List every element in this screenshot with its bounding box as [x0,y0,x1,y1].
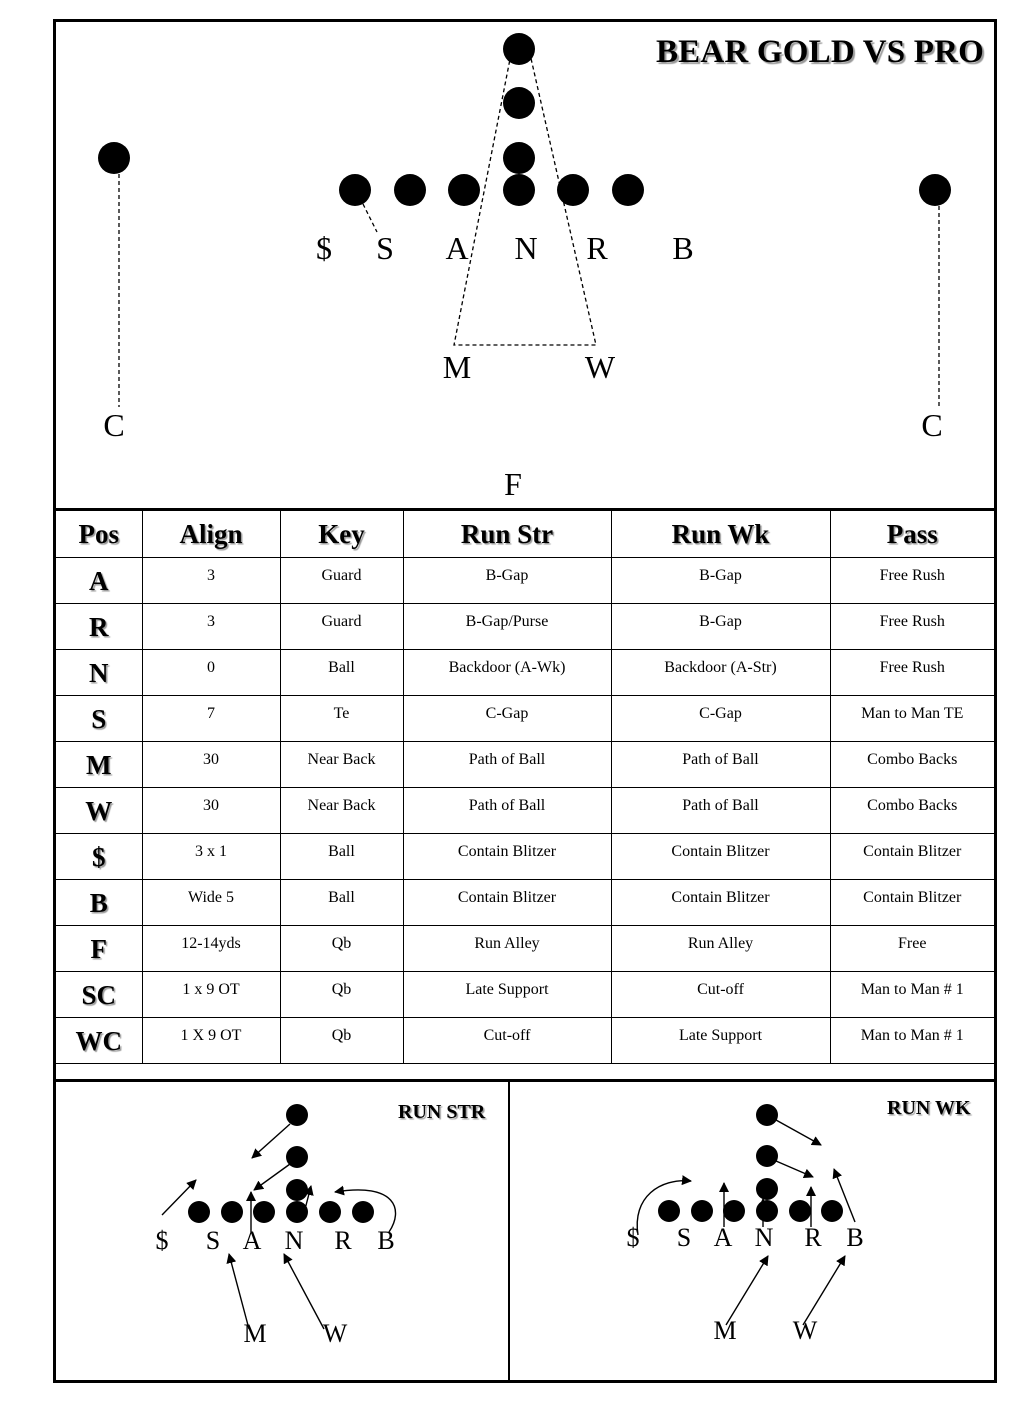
wk-offense-lg [723,1200,745,1222]
play-title: BEAR GOLD VS PRO [655,34,984,70]
cell-pass: Free [830,926,994,972]
cell-align: Wide 5 [142,880,280,926]
label-b: B [672,230,694,266]
str-offense-lt [221,1201,243,1223]
table-header-row [56,510,994,558]
label-n: N [514,230,538,266]
cell-key: Te [280,696,403,742]
cell-run-wk: Path of Ball [611,788,830,834]
cell-pos: N [56,650,142,696]
str-label-s: S [205,1226,221,1255]
str-offense-rt [352,1201,374,1223]
table-row [56,650,994,696]
header-pos: Pos [56,510,142,558]
cell-pass: Man to Man TE [830,696,994,742]
table-row [56,972,994,1018]
offense-player-back-1 [503,87,535,119]
cell-pass: Free Rush [830,604,994,650]
cell-pos: S [56,696,142,742]
cell-run-str: Cut-off [403,1018,611,1064]
wk-arrow-back [776,1161,813,1177]
playsheet [53,19,997,1383]
cell-pos: R [56,604,142,650]
offense-player-te [339,174,371,206]
label-c-right: C [921,407,943,443]
cell-run-str: Contain Blitzer [403,880,611,926]
table-row [56,742,994,788]
str-label-r: R [334,1226,352,1255]
cell-run-str: Path of Ball [403,788,611,834]
cell-run-str: B-Gap [403,558,611,604]
cell-pass: Free Rush [830,650,994,696]
str-offense-te [188,1201,210,1223]
wk-label-a: A [713,1223,733,1252]
cell-pos: A [56,558,142,604]
header-run-str: Run Str [403,510,611,558]
cell-key: Guard [280,558,403,604]
str-offense-qb [286,1104,308,1126]
offense-player-center [503,174,535,206]
cell-pos: $ [56,834,142,880]
wk-arrow-w [803,1256,845,1325]
cell-pass: Free Rush [830,558,994,604]
cell-run-wk: Contain Blitzer [611,880,830,926]
label-s: S [376,230,394,266]
wk-offense-qb [756,1104,778,1126]
offense-player-rt [612,174,644,206]
run-wk-panel [510,1082,994,1383]
cell-pass: Combo Backs [830,788,994,834]
wk-label-r: R [804,1223,822,1252]
wk-label-w: W [792,1316,818,1345]
cell-key: Qb [280,972,403,1018]
str-label-b: B [377,1226,395,1255]
table-body [56,558,994,1064]
offense-player-lg [448,174,480,206]
label-f: F [504,466,522,502]
label-m: M [442,349,472,385]
run-str-panel [56,1082,510,1383]
cell-run-wk: C-Gap [611,696,830,742]
cell-pos: F [56,926,142,972]
run-wk-svg [510,1082,994,1383]
cell-pos: WC [56,1018,142,1064]
cell-key: Near Back [280,742,403,788]
str-offense-fb [286,1179,308,1201]
cell-pass: Combo Backs [830,742,994,788]
wk-offense-rt [821,1200,843,1222]
cell-align: 12-14yds [142,926,280,972]
str-arrow-m [229,1254,249,1329]
wk-label-m: M [713,1316,737,1345]
cell-pass: Contain Blitzer [830,834,994,880]
cell-align: 1 x 9 OT [142,972,280,1018]
run-str-svg [56,1082,508,1383]
cell-pos: W [56,788,142,834]
label-dollar: $ [316,230,332,266]
cell-pos: SC [56,972,142,1018]
cell-key: Ball [280,650,403,696]
offense-player-lt [394,174,426,206]
table-row [56,604,994,650]
cell-run-str: C-Gap [403,696,611,742]
wk-offense-lt [691,1200,713,1222]
cell-align: 3 [142,604,280,650]
cell-align: 1 X 9 OT [142,1018,280,1064]
s-key-line [363,204,377,232]
cell-align: 30 [142,788,280,834]
label-r: R [586,230,608,266]
run-str-title: RUN STR [398,1101,486,1123]
cell-pass: Man to Man # 1 [830,972,994,1018]
table-row [56,834,994,880]
str-label-a: A [242,1226,262,1255]
offense-player-rg [557,174,589,206]
wk-label-n: N [754,1223,774,1252]
cell-align: 3 x 1 [142,834,280,880]
str-label-n: N [284,1226,304,1255]
cell-run-str: Backdoor (A-Wk) [403,650,611,696]
cell-run-wk: Late Support [611,1018,830,1064]
cell-key: Near Back [280,788,403,834]
table-row [56,696,994,742]
header-run-wk: Run Wk [611,510,830,558]
wk-arrow-m [726,1256,768,1325]
cell-key: Guard [280,604,403,650]
cell-align: 0 [142,650,280,696]
offense-player-qb-deep [503,33,535,65]
cell-pos: M [56,742,142,788]
formation-diagram [56,22,994,508]
table-row [56,1018,994,1064]
cell-align: 3 [142,558,280,604]
wk-offense-te [658,1200,680,1222]
table-row [56,788,994,834]
cell-run-str: B-Gap/Purse [403,604,611,650]
cell-run-wk: Run Alley [611,926,830,972]
str-offense-lg [253,1201,275,1223]
wk-offense-fb [756,1178,778,1200]
run-diagrams [56,1079,994,1386]
wk-label-b: B [846,1223,864,1252]
table-row [56,558,994,604]
run-wk-title: RUN WK [887,1097,971,1119]
cell-pass: Man to Man # 1 [830,1018,994,1064]
cell-key: Qb [280,1018,403,1064]
cell-run-str: Path of Ball [403,742,611,788]
cell-pass: Contain Blitzer [830,880,994,926]
offense-player-wr-right [919,174,951,206]
label-c-left: C [103,407,125,443]
cell-run-wk: Backdoor (A-Str) [611,650,830,696]
cell-align: 7 [142,696,280,742]
str-arrow-qb [252,1124,290,1158]
table-row [56,880,994,926]
wk-arrows [637,1120,855,1325]
wk-offense-center [756,1200,778,1222]
cell-run-wk: B-Gap [611,558,830,604]
cell-run-str: Run Alley [403,926,611,972]
wk-arrow-qb [776,1120,821,1145]
str-label-w: W [322,1319,348,1348]
cell-key: Ball [280,880,403,926]
cell-run-wk: Cut-off [611,972,830,1018]
cell-run-wk: B-Gap [611,604,830,650]
str-arrow-w [284,1254,324,1329]
cell-key: Ball [280,834,403,880]
str-label-dollar: $ [155,1226,169,1255]
offense-player-back-2 [503,142,535,174]
cell-run-str: Late Support [403,972,611,1018]
cell-run-wk: Path of Ball [611,742,830,788]
table-row [56,926,994,972]
offense-player-wr-left [98,142,130,174]
label-a: A [445,230,469,266]
str-label-m: M [243,1319,267,1348]
str-arrows [162,1124,396,1329]
cell-run-wk: Contain Blitzer [611,834,830,880]
assignment-table [56,508,994,1064]
header-pass: Pass [830,510,994,558]
wk-label-s: S [676,1223,692,1252]
cell-key: Qb [280,926,403,972]
cell-align: 30 [142,742,280,788]
str-arrow-back [254,1164,290,1190]
label-w: W [584,349,616,385]
cell-run-str: Contain Blitzer [403,834,611,880]
wk-offense-rg [789,1200,811,1222]
cell-pos: B [56,880,142,926]
header-align: Align [142,510,280,558]
header-key: Key [280,510,403,558]
str-offense-rg [319,1201,341,1223]
wk-label-dollar: $ [626,1223,640,1252]
wk-offense-back [756,1145,778,1167]
